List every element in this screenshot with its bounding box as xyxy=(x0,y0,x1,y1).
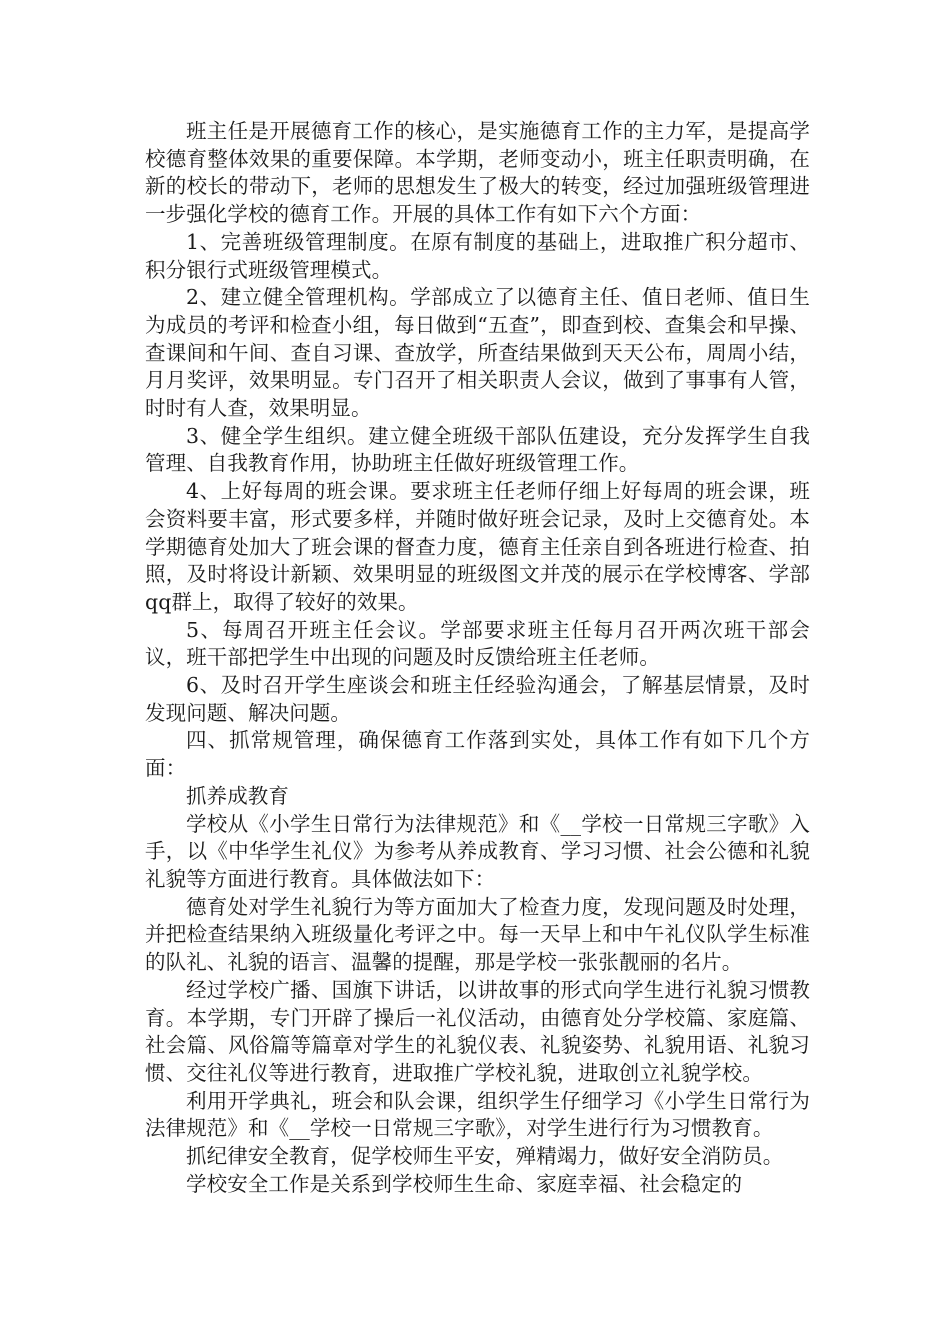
paragraph-intro: 班主任是开展德育工作的核心，是实施德育工作的主力军，是提高学校德育整体效果的重要保障。本学期，老师变动小，班主任职责明确，在新的校长的带动下，老师的思想发生了极大的转变，经过加强班级管理进一步强化学校的德育工作。开展的具体工作有如下六个方面： xyxy=(145,119,810,227)
paragraph-body: 利用开学典礼，班会和队会课，组织学生仔细学习《小学生日常行为法律规范》和《__学校一日常规三字歌》，对学生进行行为习惯教育。 xyxy=(145,1088,810,1141)
paragraph-body: 学校安全工作是关系到学校师生生命、家庭幸福、社会稳定的 xyxy=(186,1171,743,1196)
paragraph-item-2: 2、建立健全管理机构。学部成立了以德育主任、值日老师、值日生为成员的考评和检查小组，每日做到“五查”，即查到校、查集会和早操、查课间和午间、查自习课、查放学，所查结果做到天天公布，周周小结，月月奖评，效果明显。专门召开了相关职责人会议，做到了事事有人管，时时有人查，效果明显。 xyxy=(145,285,810,421)
section-heading-4: 四、抓常规管理，确保德育工作落到实处，具体工作有如下几个方面： xyxy=(145,728,810,781)
paragraph-item-5: 5、每周召开班主任会议。学部要求班主任每月召开两次班干部会议，班干部把学生中出现的问题及时反馈给班主任老师。 xyxy=(145,617,810,670)
paragraph-item-3: 3、健全学生组织。建立健全班级干部队伍建设，充分发挥学生自我管理、自我教育作用，协助班主任做好班级管理工作。 xyxy=(145,423,810,476)
subsection-heading: 抓养成教育 xyxy=(186,783,289,808)
paragraph-body: 经过学校广播、国旗下讲话，以讲故事的形式向学生进行礼貌习惯教育。本学期，专门开辟了操后一礼仪活动，由德育处分学校篇、家庭篇、社会篇、风俗篇等篇章对学生的礼貌仪表、礼貌姿势、礼貌用语、礼貌习惯、交往礼仪等进行教育，进取推广学校礼貌，进取创立礼貌学校。 xyxy=(145,977,810,1085)
paragraph-body: 抓纪律安全教育，促学校师生平安，殚精竭力，做好安全消防员。 xyxy=(186,1144,784,1169)
paragraph-body: 学校从《小学生日常行为法律规范》和《__学校一日常规三字歌》入手，以《中华学生礼仪》为参考从养成教育、学习习惯、社会公德和礼貌礼貌等方面进行教育。具体做法如下： xyxy=(145,811,810,891)
paragraph-item-6: 6、及时召开学生座谈会和班主任经验沟通会，了解基层情景，及时发现问题、解决问题。 xyxy=(145,673,810,725)
paragraph-item-4: 4、上好每周的班会课。要求班主任老师仔细上好每周的班会课，班会资料要丰富，形式要多样，并随时做好班会记录，及时上交德育处。本学期德育处加大了班会课的督查力度，德育主任亲自到各班进行检查、拍照，及时将设计新颖、效果明显的班级图文并茂的展示在学校博客、学部qq群上，取得了较好的效果。 xyxy=(145,479,810,614)
paragraph-body: 德育处对学生礼貌行为等方面加大了检查力度，发现问题及时处理，并把检查结果纳入班级量化考评之中。每一天早上和中午礼仪队学生标准的队礼、礼貌的语言、温馨的提醒，那是学校一张张靓丽的名片。 xyxy=(145,894,810,975)
document-body xyxy=(145,118,810,1198)
paragraph-item-1: 1、完善班级管理制度。在原有制度的基础上，进取推广积分超市、积分银行式班级管理模式。 xyxy=(145,229,810,282)
